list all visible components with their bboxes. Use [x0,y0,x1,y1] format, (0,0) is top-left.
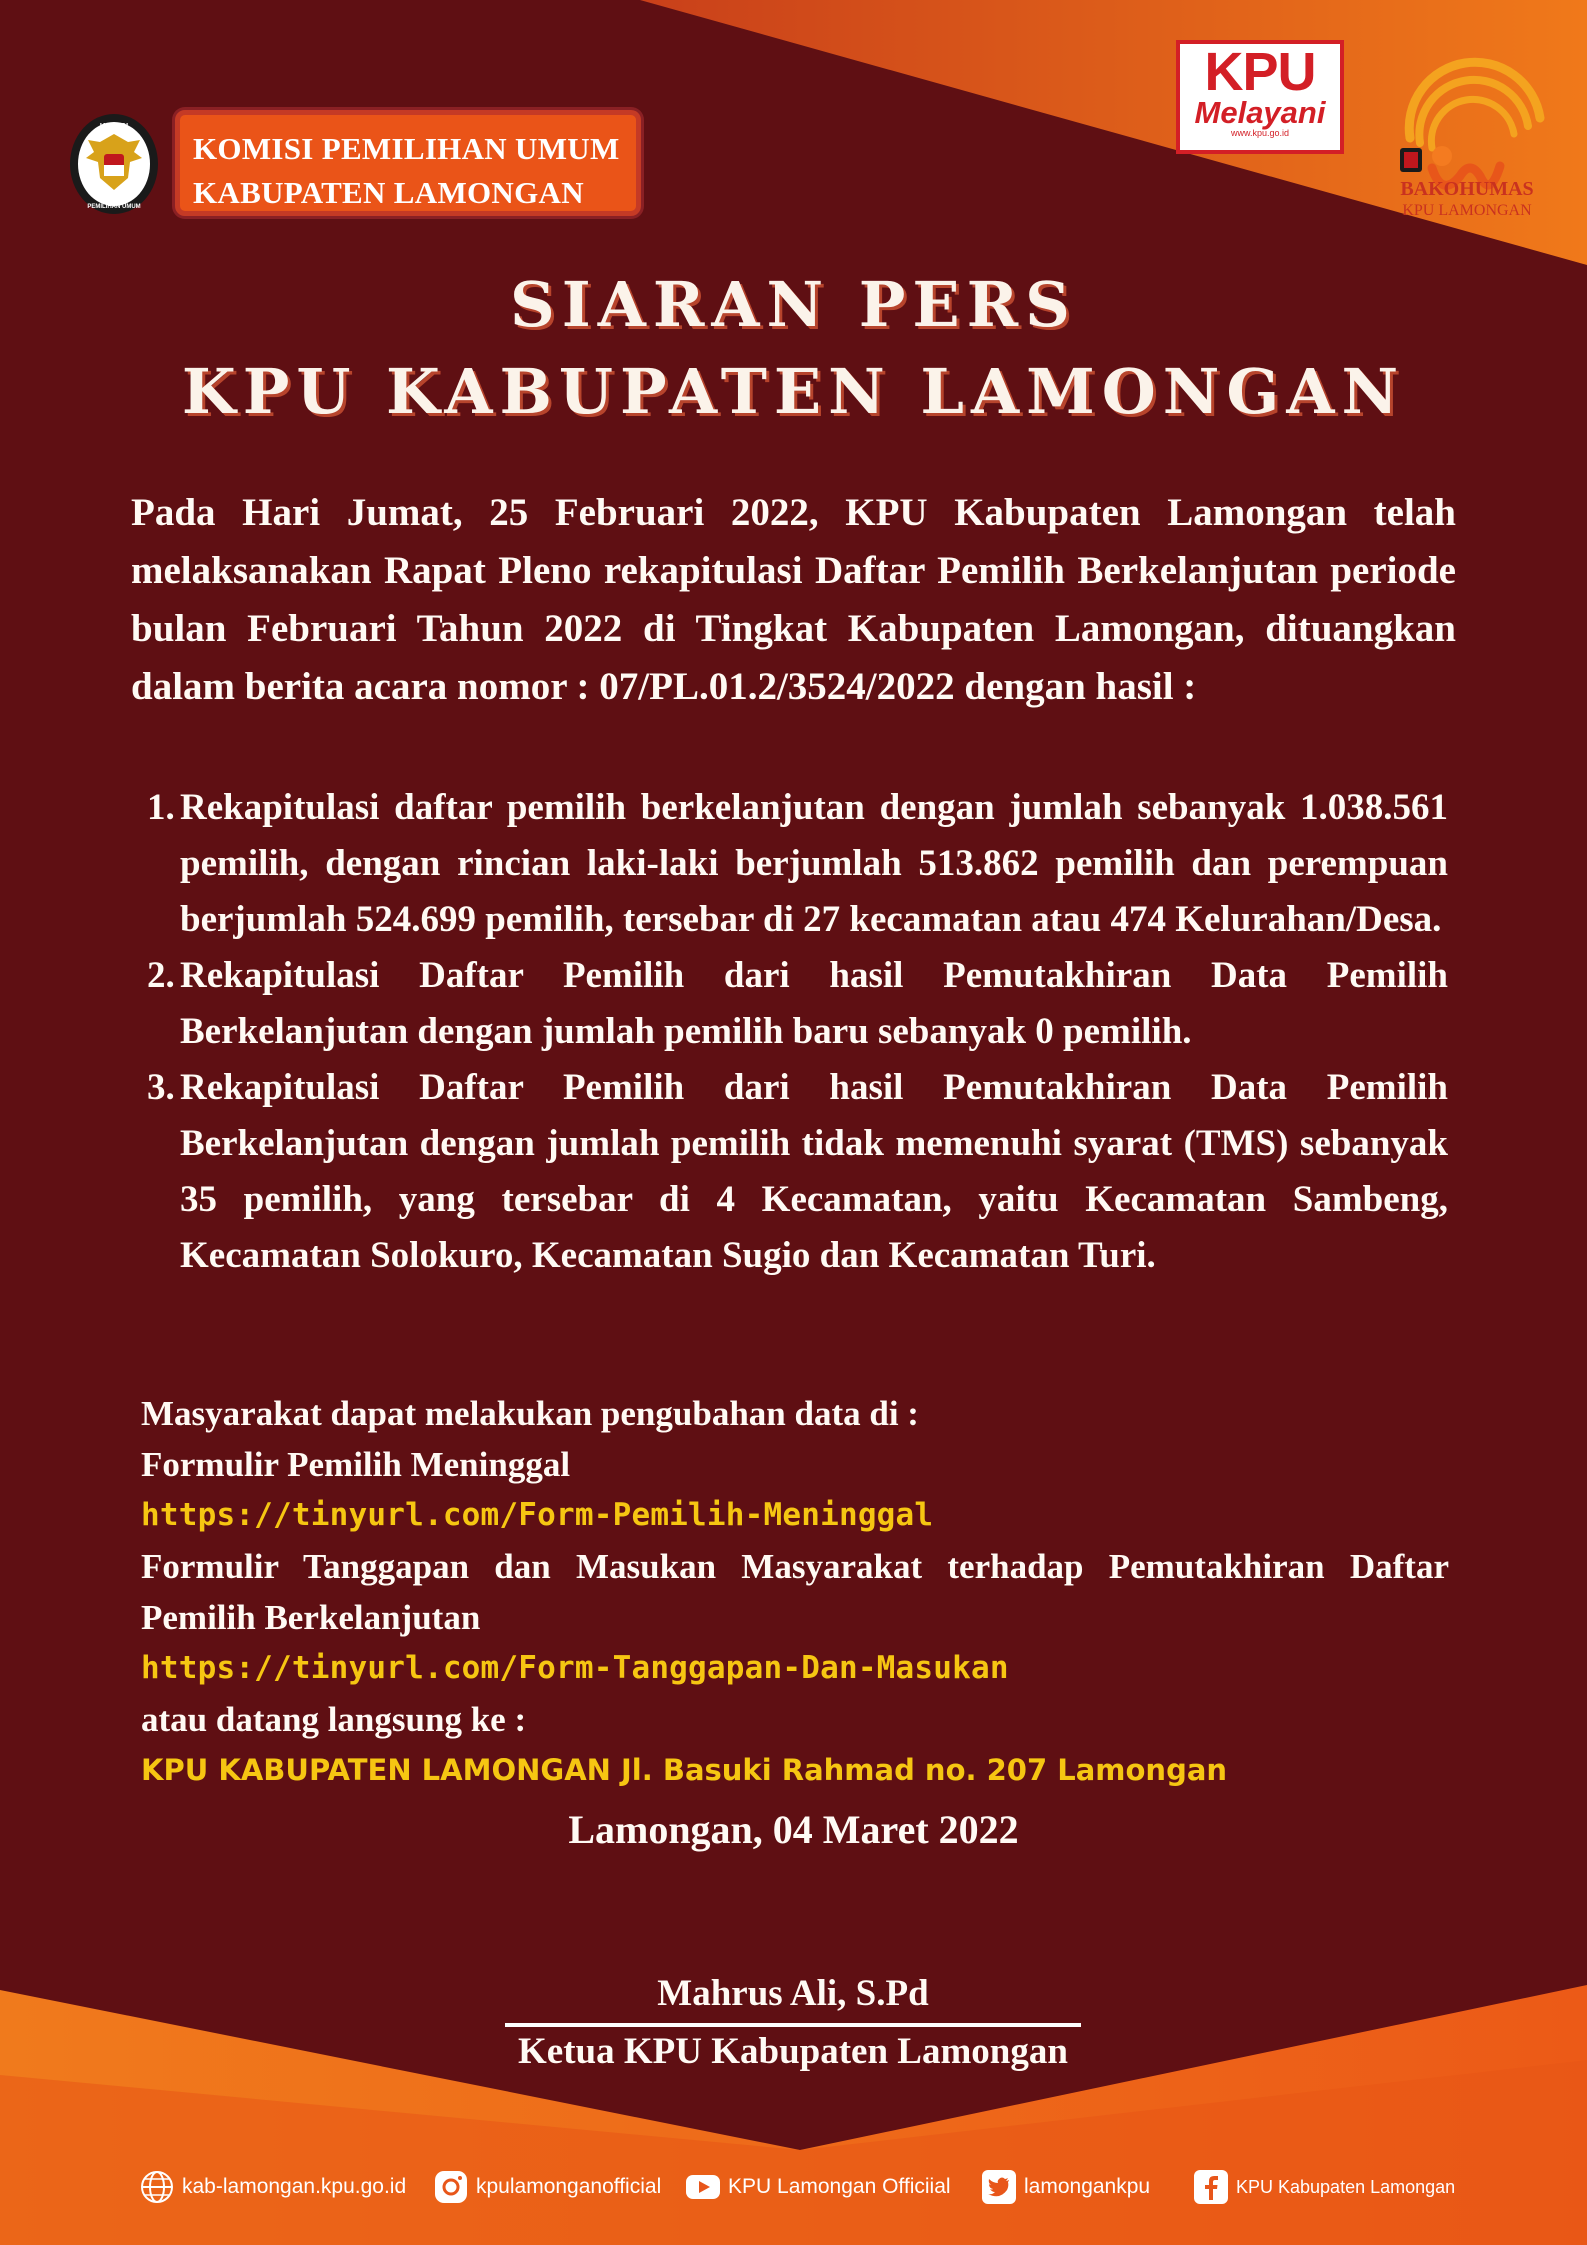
list-item-text: Rekapitulasi daftar pemilih berkelanjutan dengan jumlah sebanyak 1.038.561 pemilih, dengan rincian laki-laki berjumlah 513.862 pemilih dan perempuan berjumlah 524.699 pemilih, tersebar di 27 kecamatan atau 474 Kelurahan/Desa. [180,787,1448,940]
bakohumas-text: BAKOHUMAS [1400,178,1534,200]
signature-divider [505,2023,1081,2027]
footer-instagram-label: kpulamonganofficial [476,2175,662,2198]
footer-facebook-label: KPU Kabupaten Lamongan [1236,2176,1456,2197]
emblem-bottom-text: PEMILIHAN UMUM [87,204,141,210]
signer-position: Ketua KPU Kabupaten Lamongan [518,2031,1068,2072]
signer-name: Mahrus Ali, S.Pd [657,1973,929,2014]
data-update-notes [141,1388,1449,1796]
kpu-melayani-big: KPU [1204,42,1316,102]
twitter-icon [980,2168,1018,2206]
footer-website[interactable] [138,2168,406,2206]
footer-instagram[interactable] [432,2168,661,2206]
list-item-number: 1. [147,787,175,828]
results-list [140,780,1448,1284]
list-item [140,780,1448,948]
form1-label: Formulir Pemilih Meninggal [141,1445,571,1484]
kpu-melayani-mid: Melayani [1194,95,1326,130]
footer-twitter[interactable] [980,2168,1150,2206]
list-item-number: 3. [147,1067,175,1108]
org-line-1: KOMISI PEMILIHAN UMUM [193,131,620,166]
office-address: KPU KABUPATEN LAMONGAN Jl. Basuki Rahmad no. 207 Lamongan [141,1753,1228,1787]
footer-youtube[interactable] [684,2168,951,2206]
form2-label: Formulir Tanggapan dan Masukan Masyarakat terhadap Pemutakhiran Daftar Pemilih Berkelanjutan [141,1547,1449,1637]
footer-twitter-label: lamongankpu [1024,2175,1151,2198]
form1-link[interactable]: https://tinyurl.com/Form-Pemilih-Meninggal [141,1497,934,1533]
notes-intro: Masyarakat dapat melakukan pengubahan data di : [141,1394,919,1433]
globe-icon [138,2168,176,2206]
facebook-icon [1192,2168,1230,2206]
intro-paragraph: Pada Hari Jumat, 25 Februari 2022, KPU Kabupaten Lamongan telah melaksanakan Rapat Pleno rekapitulasi Daftar Pemilih Berkelanjutan periode bulan Februari Tahun 2022 di Tingkat Kabupaten Lamongan, dituangkan dalam berita acara nomor : 07/PL.01.2/3524/2022 dengan hasil : [131,491,1456,708]
instagram-icon [432,2168,470,2206]
organization-name-box [175,110,641,216]
org-line-2: KABUPATEN LAMONGAN [193,175,584,210]
youtube-icon [684,2168,722,2206]
list-item-text: Rekapitulasi Daftar Pemilih dari hasil Pemutakhiran Data Pemilih Berkelanjutan dengan jumlah pemilih baru sebanyak 0 pemilih. [180,955,1448,1052]
page-title-line-2: KPU KABUPATEN LAMONGAN [181,355,1406,428]
list-item [140,1060,1448,1284]
bakohumas-subtext: KPU LAMONGAN [1402,202,1532,219]
kpu-melayani-logo [1176,40,1344,154]
kpu-melayani-url: www.kpu.go.id [1230,128,1290,138]
kpu-emblem-icon [68,112,160,216]
list-item-number: 2. [147,955,175,996]
document-date: Lamongan, 04 Maret 2022 [568,1807,1019,1852]
form2-link[interactable]: https://tinyurl.com/Form-Tanggapan-Dan-Masukan [141,1650,1009,1686]
list-item-text: Rekapitulasi Daftar Pemilih dari hasil Pemutakhiran Data Pemilih Berkelanjutan dengan jumlah pemilih tidak memenuhi syarat (TMS) sebanyak 35 pemilih, yang tersebar di 4 Kecamatan, yaitu Kecamatan Sambeng, Kecamatan Solokuro, Kecamatan Sugio dan Kecamatan Turi. [180,1067,1448,1276]
page-title-line-1: SIARAN PERS [510,268,1077,341]
footer-website-label: kab-lamongan.kpu.go.id [182,2175,407,2198]
emblem-top-text: KOMISI [99,122,129,131]
list-item [140,948,1448,1060]
footer-youtube-label: KPU Lamongan Officiial [728,2175,951,2198]
footer-facebook[interactable] [1192,2168,1455,2206]
visit-text: atau datang langsung ke : [141,1700,527,1739]
bakohumas-logo-icon [1380,48,1560,228]
